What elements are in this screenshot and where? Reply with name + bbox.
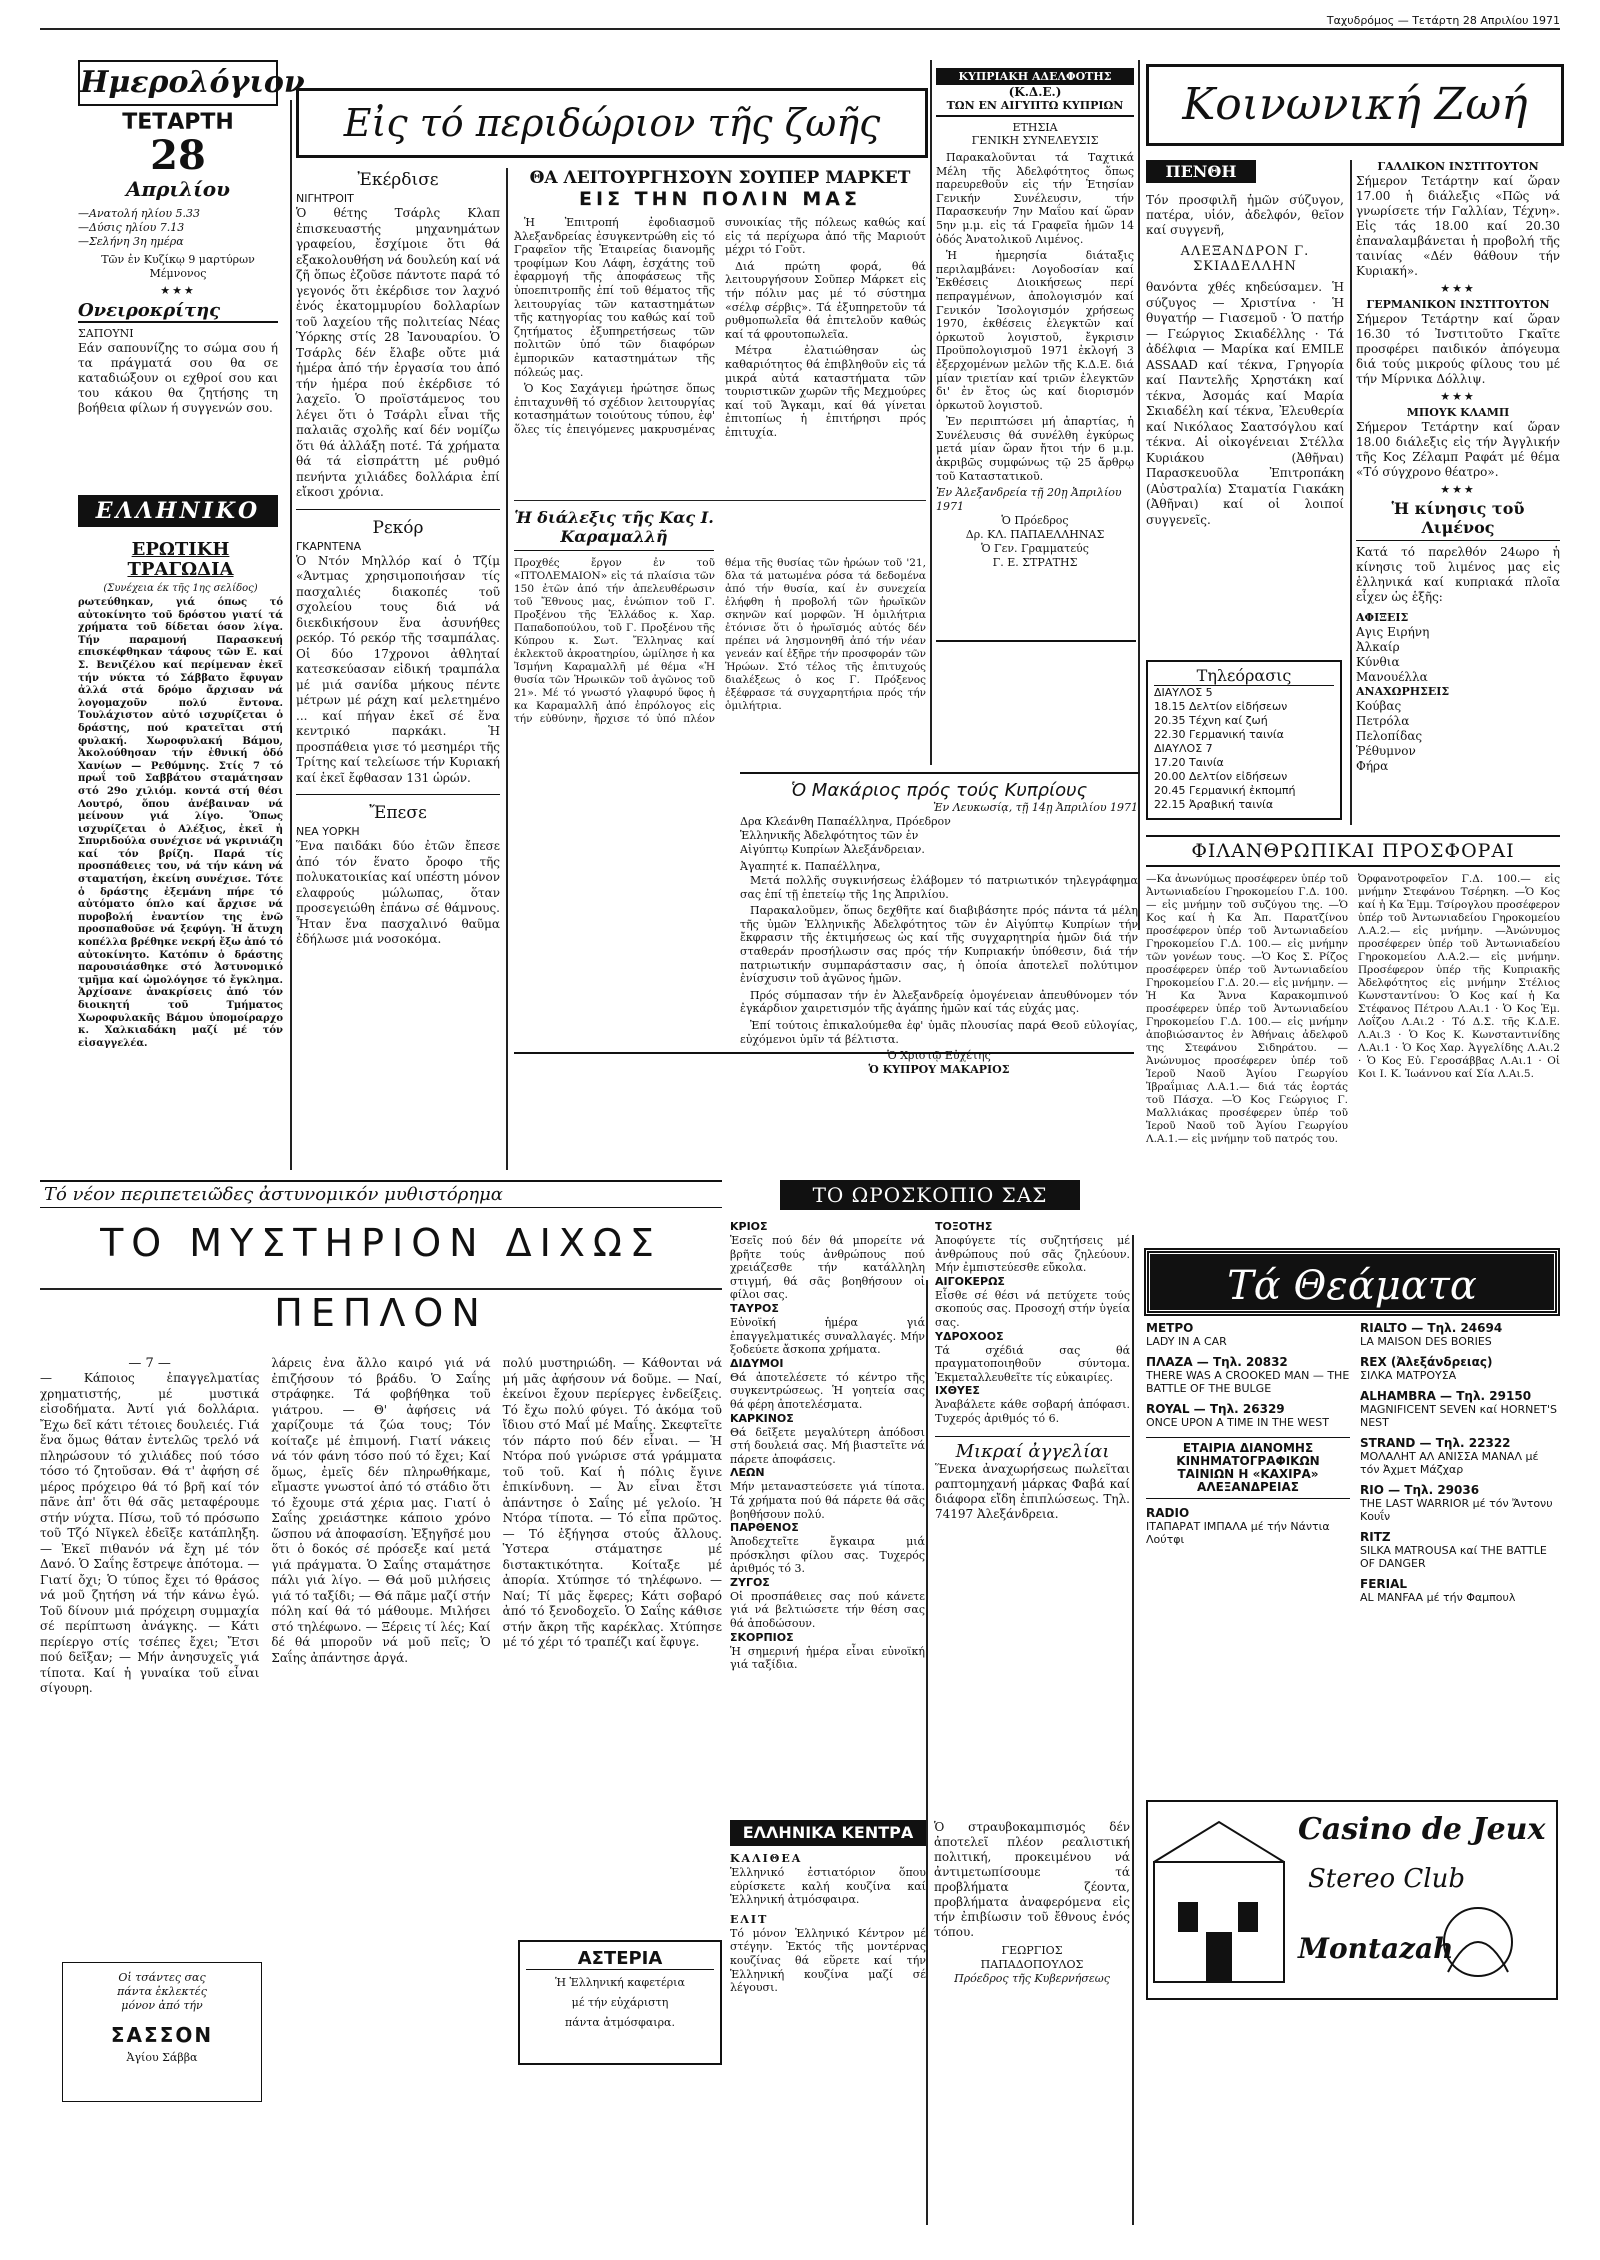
cinema-entry xyxy=(1360,1531,1560,1570)
sign-name: ΤΟΞΟΤΗΣ xyxy=(935,1220,993,1233)
page-header: Ταχυδρόμος — Τετάρτη 28 Απριλίου 1971 xyxy=(1326,14,1560,27)
sasson-line: Οἱ τσάντες σας xyxy=(118,1971,206,1984)
adelfotis-sig2-role: Ὁ Γεν. Γραμματεύς xyxy=(981,542,1089,556)
asteria-line: μέ τήν εὐχάριστη xyxy=(571,1996,669,2009)
column-rule xyxy=(290,100,292,1170)
column-rule xyxy=(1138,60,1140,930)
sign-text: Ἀναβάλετε κάθε σοβαρή ἀπόφασι. Τυχερός ἀριθμός τό 6. xyxy=(935,1398,1130,1425)
theamata-title: Τά Θεάματα xyxy=(1146,1250,1558,1314)
rule xyxy=(40,1288,722,1290)
sasson-name: ΣΑΣΣΟΝ xyxy=(110,2023,214,2047)
a2-text: Ὁ Ντόν Μηλλόρ καί ὁ Τζίμ «Άντμας χρησιμοποιήσαν τίς πασχαλιές διακοπές τοῦ σχολείου τους διά νά διεκδικήσουν ἕνα ἀσυνήθες ρεκόρ. Τό ρεκόρ τῆς τσαμπάλας. Οἱ δύο 17χρονοι ἀθληταί κατεσκεύασαν εἰδική τραμπάλα μέ μιά σανίδα μήκους πέντε μέτρων μέ ράχη καί μελετημένο ... καί πήγαν ἐκεῖ σέ ἕνα κεντρικό παρκάκι. Ἡ προσπάθεια γισε τό μεσημέρι τῆς Τρίτης καί τελείωσε τήν Κυριακή καί ἐκεῖ ἔφθασαν 131 ὡρών. xyxy=(296,553,500,785)
sign-name: ΣΚΟΡΠΙΟΣ xyxy=(730,1630,794,1644)
koinoniki-title: Κοινωνική Ζωή xyxy=(1146,64,1564,146)
rule xyxy=(740,772,1140,774)
cinema-entry xyxy=(1360,1437,1560,1476)
arrival-item: Ἀλκαίρ xyxy=(1356,640,1400,654)
dream-title: Ονειροκρίτης xyxy=(78,300,278,323)
tv-item: 18.15 Δελτίον εἰδήσεων xyxy=(1154,700,1288,713)
a1-title: Ἐκέρδισε xyxy=(357,170,439,190)
distributor-name: ΕΤΑΙΡΙΑ ΔΙΑΝΟΜΗΣ ΚΙΝΗΜΑΤΟΓΡΑΦΙΚΩΝ ΤΑΙΝΙΩΝ Η «ΚΑΧΙΡΑ» ΑΛΕΞΑΝΔΡΕΙΑΣ xyxy=(1176,1441,1320,1494)
cinema-name: RIALTO — Τηλ. 24694 xyxy=(1360,1321,1503,1335)
sign-name: ΤΑΥΡΟΣ xyxy=(730,1301,779,1315)
departure-item: Φήρα xyxy=(1356,759,1389,773)
sign-text: Εἶσθε σέ θέσι νά πετύχετε τούς σκοπούς σας. Προσοχή στήν ὑγεία σας. xyxy=(935,1288,1130,1329)
erotiki-text: ρωτεύθηκαν, γιά όπως τό αὐτοκίνητο τοῦ δρόστου γιατί τά χρήματα τοῦ δίδεται όσον λίγα. Τήν παραμονή Παρασκευή επισκέφθηκαν τάφους τῶν Ε. καί Σ. Βενιζέλου καί περίμεναν ἐκεῖ τήν νύκτα τό Σάββατο ἔφυγαν ἀλλά στά δρόμο ἄρχισαν νά λογομαχοῦν πολύ ἔντονα. Τουλάχιστον αὐτό ισχυρίζεται ὁ δράστης, πού κρατεῖται στή φυλακή. Χωροφυλακή Βάμου, Ἀκολούθησαν τήν ἐθνική ὁδό Χανίων — Ρεθύμνης. Στίς 7 τό πρωΐ τοῦ Σαββάτου σταμάτησαν στό 29ο χιλιόμ. κοντά στή θέσι Λουτρό, ὅπου ἀνέβαιναν νά μείνουν γιά λίγο. Ὅπως ισχυρίζεται ὁ Αλέξιος, ἐκεῖ ἡ Σπυριδούλα συνέχισε νά γκρινιάζη καί τόν βρίζη. Παρά τίς προσπάθειες του, νά τήν κάνη νά σταματήση, ἐκείνη συνέχισε. Τότε ὁ δράστης ἐξεμάνη πήρε τό αὐτόματο όπλο καί ἄρχισε νά πυροβολή ἐναντίον της ἐνῶ προσπαθοῦσε νά ξεφύγη. Ἡ ἄτυχη κοπέλλα βρέθηκε νεκρή ἔξω ἀπό τό αὐτοκίνητο. Κατόπιν ὁ δράστης παρουσιάσθηκε στό Ἀστυνομικό τμῆμα καί ὡμολόγησε τό ἔγκλημα. Ἀρχίσανε ἀνακρίσεις ἀπό τόν διοικητή τοῦ Τμήματος Χωροφυλακῆς Βάμου ὑπομοίραρχο κ. Χαλκιαδάκη μαζί μέ τόν εἰσαγγελέα. xyxy=(78,597,283,1049)
adelfotis-p2: Ἡ ἡμερησία διάταξις περιλαμβάνει: Λογοδοσίαν καί Ἐκθέσεις Διοικήσεως περί πεπραγμένων, ἀπολογισμόν καί Γενικόν Ἰσολογισμόν χρήσεως 1970, ἐκθέσεις ἐλεγκτῶν καί ὁρκωτοῦ λογιστοῦ, ἔγκρισιν Προϋπολογισμοῦ 1971 ἐκλογή 3 ἐξερχομένων μελῶν τῆς Κ.Δ.Ε. διά μίαν τριετίαν καί τριῶν ἐλεγκτῶν δι' ἐν ἔτος ὡς καί διορισμόν ὁρκωτοῦ λογιστοῦ. xyxy=(936,249,1134,412)
saints-day: Τῶν ἐν Κυζίκῳ 9 μαρτύρων Μέμνονος xyxy=(101,253,255,280)
adelfotis-body xyxy=(936,151,1134,483)
departure-item: Ῥέθυμνον xyxy=(1356,744,1416,758)
dialexi-title: Ἡ διάλεξις τῆς Κας Ι. Καραμαλλῆ xyxy=(514,508,714,551)
separator: ★★★ xyxy=(1440,483,1476,496)
cinema-film: LA MAISON DES BORIES xyxy=(1360,1335,1492,1348)
gallic-title: ΓΑΛΛΙΚΟΝ ΙΝΣΤΙΤΟΥΤΟΝ xyxy=(1377,160,1539,173)
adelfotis-header: ΚΥΠΡΙΑΚΗ ΑΔΕΛΦΟΤΗΣ xyxy=(936,68,1134,85)
separator: ★★★ xyxy=(160,284,196,297)
arrivals-title: ΑΦΙΞΕΙΣ xyxy=(1356,611,1409,624)
cinema-film: AL MANFAA μέ τήν Φαμπουλ xyxy=(1360,1591,1516,1604)
tv-title: Τηλεόρασις xyxy=(1154,666,1334,686)
cinema-name: ALHAMBRA — Τηλ. 29150 xyxy=(1360,1389,1532,1403)
cinema-entry xyxy=(1360,1390,1560,1429)
kentra-title: ΕΛΛΗΝΙΚΑ ΚΕΝΤΡΑ xyxy=(730,1820,926,1846)
departures-title: ΑΝΑΧΩΡΗΣΕΙΣ xyxy=(1356,685,1450,698)
arrival-item: Μανουέλλα xyxy=(1356,670,1428,684)
quote-sig: ΠΑΠΑΔΟΠΟΥΛΟΣ xyxy=(980,1958,1084,1971)
cinema-film: THERE WAS A CROOKED MAN — THE BATTLE OF THE BULGE xyxy=(1146,1369,1350,1395)
sunrise: —Ανατολή ηλίου 5.33 xyxy=(78,207,200,220)
serial-number: — 7 — xyxy=(128,1356,171,1371)
cinema-entry xyxy=(1146,1403,1350,1429)
sign-name: ΚΑΡΚΙΝΟΣ xyxy=(730,1411,794,1425)
penthi-text: θανόντα χθές κηδεύσαμεν. Ἡ σύζυγος — Χριστίνα · Ἡ θυγατήρ — Γιασεμοῦ · Ὁ πατήρ — Γεώργιος Σκιαδέλλης · Τά ἀδέλφια — Μαρίκα καί EMILE ASSAAD καί τέκνα, Γρηγορία καί Παντελῆς Χρηστάκη καί τέκνα, Ἀσομάς καί Μαρία Σκιαδέλη καί τέκνα, Ἐλευθερία καί Νικόλαος Σαατσόγλου καί τέκνα. Αἱ οἰκογένειαι Στέλλα Κυριάκου (Ἀθῆναι) Παρασκευοῦλα Ἐπιτροπάκη (Αὐστραλία) Σταματία Γιακάκη (Ἀθῆναι) καί οἱ λοιποί συγγενεῖς. xyxy=(1146,280,1344,527)
periodos-title: Εἰς τό περιδώριον τῆς ζωῆς xyxy=(296,88,928,158)
column-rule xyxy=(506,168,508,1170)
makarios-title: Ὁ Μακάριος πρός τούς Κυπρίους xyxy=(790,780,1088,801)
sign-text: Ἑσεῖς πού δέν θά μπορείτε νά βρῆτε τούς ἀνθρώπους πού χρειάζεσθε τήν κατάλληλη στιγμή, θά σᾶς βοηθήσουν οἱ φίλοι σας. xyxy=(730,1234,925,1302)
sign-text: Οἱ προσπάθειες σας πού κάνετε γιά νά βελτιώσετε τήν θέση σας θά ἀποδώσουν. xyxy=(730,1589,925,1631)
cinema-entry xyxy=(1146,1507,1350,1546)
port-text: Κατά τό παρελθόν 24ωρο ἡ κίνησις τοῦ λιμένος μας εἰς ἑλληνικά καί κυπριακά πλοῖα εἶχεν ὡς ἑξῆς: xyxy=(1356,545,1560,604)
sasson-line: πάντα ἐκλεκτές xyxy=(117,1985,207,1998)
sign-name: ΙΧΘΥΕΣ xyxy=(935,1384,980,1398)
asteria-line: Ἡ Ἑλληνική καφετέρια xyxy=(555,1976,685,1989)
cinema-film: ΣΙΛΚΑ ΜΑΤΡΟΥΣΑ xyxy=(1360,1369,1457,1382)
rule xyxy=(514,500,926,501)
serial-text-1: — Κάποιος ἐπαγγελματίας χρηματιστής, μέ μυστικά εἰσοδήματα. Ἀντί γιά δολλάρια. Ἔχω δεῖ κάτι τέτοιες δουλειές. Γιά ἕνα ὅμως θάταν ἐντελῶς τρελό νά πληρώσουν τό χιλιάδες πού τόσο τόσο τό ζητοῦσαν. Θά τ' ἀφήση σέ μέρος πρόχειρο θά τό βρῆ καί τόν πᾶνε ἀπ' ὅτι θά σᾶς μεταφέρουμε στήν νύχτα. Πίσω, τοῦ τό πρόσωπο τοῦ Τζό Νῖγκελ ἐδεῖξε κατάπληξη. — Ἐκεῖ πιθανόν νά ἔχη μέ τόν Δανό. Ὁ Σαΐης ἔστρεψε ἀπότομα. — Γιατί ὄχι; Ὁ τύπος ἔχει τό θράσος νά μοῦ ζητήση νά τήν κάνω ἐγώ. Τοῦ δίνουν μιά πρόχειρη συμμαχία σέ περίπτωση ἀνάγκης. — Κάτι περίεργο στίς τσέπες ἔχει; Ἔτσι πού δεῖξαν; — Μήν ἀνησυχεῖς γιά τίποτα. Καί ἡ γυναίκα τοῦ εἶναι σίγουρη. xyxy=(40,1371,260,1695)
supermarket-p3: Διά πρώτη φορά, θά λειτουργήσουν Σοῦπερ Μάρκετ εἰς τήν πόλιν μας μέ τό σύστημα «σέλφ σέρβις». Τά ἐξυπηρετοῦν τά ρυθμοπωλεῖα θά ἐπιτελοῦν καθώς καί τά φρουτοπωλεῖα. xyxy=(725,259,926,341)
cinema-entry xyxy=(1360,1322,1560,1348)
supermarket-title-2: ΕΙΣ ΤΗΝ ΠΟΛΙΝ ΜΑΣ xyxy=(579,188,861,210)
column-rule xyxy=(1350,160,1352,825)
makarios-p1: Μετά πολλῆς συγκινήσεως ἐλάβομεν τό πατριωτικόν τηλεγράφημα σας ἐπί τῇ ἐπετείῳ τῆς 1ης Ἀπριλίου. xyxy=(740,874,1138,901)
kentra-section xyxy=(730,1820,926,2220)
sign-text: Ἀποφύγετε τίς συζητήσεις μέ ἀνθρώπους πού σᾶς ζηλεύουν. Μήν ἐμπιστεύεσθε εὔκολα. xyxy=(935,1234,1130,1275)
sunset: —Δύσις ηλίου 7.13 xyxy=(78,221,185,234)
divider xyxy=(296,509,500,510)
adelfotis-date: Ἐν Ἀλεξανδρεία τῇ 20ῃ Ἀπριλίου 1971 xyxy=(936,486,1122,514)
sign-name: ΛΕΩΝ xyxy=(730,1466,765,1480)
makarios-addr: Δρα Κλεάνθη Παπαέλληνα, Πρόεδρον Ἑλληνικῆς Ἀδελφότητος τῶν ἐν Αἰγύπτῳ Κυπρίων Ἀλεξάνδρειαν. xyxy=(740,815,951,856)
sign-text: Θά ἀποτελέσετε τό κέντρο τῆς συγκεντρώσεως. Ἡ γοητεία σας θά φέρη ἀποτελέσματα. xyxy=(730,1370,925,1411)
erotiki-title: ΕΡΩΤΙΚΗ ΤΡΑΓΩΔΙΑ xyxy=(127,539,234,580)
prosfores-right: Ὀρφανοτροφεῖον Γ.Δ. 100.— εἰς μνήμην Στεφάνου Τσέρηκη. —Ὁ Κος καί ἡ Κα Ἐμμ. Τσίρογλου προσέφερον ὑπέρ τοῦ Ἀντωνιαδείου Γηροκομείου Λ.Α.2.— εἰς μνήμην. —Ἀνώνυμος προσέφερεν ὑπέρ τοῦ Ἀντωνιαδείου Γηροκομείου Λ.Α.2.— εἰς μνήμην. Προσέφερον ὑπέρ τῆς Κυπριακῆς Ἀδελφότητος εἰς μνήμην Στέλιος Κωνσταντίνου: Ὁ Κος καί ἡ Κα Στέφανος Πέτρου Λ.Αι.1 · Ὁ Κος Ἐμ. Λοΐζου Λ.Αι.2 · Τό Δ.Σ. τῆς Κ.Δ.Ε. Λ.Αι.3 · Ὁ Κος Κ. Κωνσταντινίδης Λ.Αι.1 · Ὁ Κος Χαρ. Ἀγγελίδης Λ.Αι.2 · Ὁ Κος Εὐ. Γεροσάββας Λ.Αι.1 · Οἱ Κοι Ι. Κ. Ἰωάννου καί Σία Λ.Αι.5. xyxy=(1358,873,1560,1080)
column-rule xyxy=(930,60,932,765)
dialexi-text: Προχθές ἔργον ἐν τοῦ «ΠΤΟΛΕΜΑΙΟΝ» εἰς τά πλαίσια τῶν 150 ἐτῶν ἀπό τήν ἀπελευθέρωσιν τοῦ Ἔθνους μας, ἐνώπιον τοῦ Γ. Προξένου τῆς Ἑλλάδος κ. Χαρ. Παπαδοπούλου, τοῦ Γ. Προξένου τῆς Κύπρου κ. Σωτ. Ἔλληνας καί ἑκλεκτοῦ ἀκροατηρίου, ὡμίλησε ἡ κα Ἰσμήνη Καραμαλλῆ μέ θέμα «Ἡ θυσία τῶν Ἡρωικῶν τοῦ ἀγῶνος τοῦ 21». Μέ τό γνωστό γλαφυρό ὕφος ἡ κα Καραμαλλῆ ἀπό ἐπρόλογος εἰς τήν εὐθύνην, ἤρχισε τό ὑπό πλέον θέμα τῆς θυσίας τῶν ἡρώων τοῦ '21, δλα τά ματωμένα ρόσα τά δεδομένα ἀπό τήν θυσία, καί ἐν συνεχεία ἐλήφθη ἡ προβολή τῶν ἡρωϊκῶν σκηνῶν καί μορφῶν. Ἡ ὁμιλήτρια ἐτόνισε ὅτι ὁ ἡρωϊσμός αὐτός δέν πρέπει νά λησμονηθῆ ἀπό τήν νέαν γενεάν καί ἐξῆρε τήν προσφοράν τῶν Ἡρώων. Στό τέλος τῆς ἐπιτυχούς διαλέξεως ὁ κος Γ. Πρόξενος ἐξέφρασε τά συγχαρητήρια πρός τήν ὁμιλήτρια. xyxy=(514,557,926,725)
german-title: ΓΕΡΜΑΝΙΚΟΝ ΙΝΣΤΙΤΟΥΤΟΝ xyxy=(1366,298,1550,311)
bookclub-title: ΜΠΟΥΚ ΚΛΑΜΠ xyxy=(1406,406,1510,419)
mikres-text: Ἕνεκα ἀναχωρήσεως πωλεῖται ραπτομηχανή μάρκας Φαβά καί διάφορα εἴδη ἐπιπλώσεως. Τηλ. 74197 Ἀλεξάνδρεια. xyxy=(935,1461,1130,1521)
prosfores-columns xyxy=(1146,873,1560,1146)
adelfotis-sub: ΤΩΝ ΕΝ ΑΙΓΥΠΤΩ ΚΥΠΡΙΩΝ xyxy=(936,99,1134,117)
supermarket-article xyxy=(514,168,926,498)
makarios-sig1: Ὁ Χριστῷ Εὐχέτης xyxy=(887,1049,991,1063)
a1-text: Ὁ θέτης Τσάρλς Κλαπ ἐπισκευαστής μηχανημάτων γραφείου, ἔσχίμοιε ὅτι θά εξακολουθήση νά δουλεύη καί νά ζῆ ὅπως ἐζοῦσε πάντοτε παρά τό γεγονός ὅτι ἐκέρδισε τον λαχνό ἑνός ἑκατομμυρίου δολλαρίων τοῦ λαχείου τῆς πολιτείας Νέας Ὑόρκης στίς 28 Ἰανουαρίου. Ὁ Τσάρλς δέν ἔλαβε οὔτε μιά ἡμέρα ἀπό τήν ἐργασία του ἀπό τήν ἡμέρα πού ἐκέρδισε τό λαχεῖο. Ὁ προϊστάμενος του λέγει ὅτι ὁ Τσάρλι εἶναι τῆς παλαιᾶς σχολῆς καί δέν νομίζω ὅτι θά ἀλλάξη ποτέ. Τά χρήματα θά τά εἰσπράττη μέ ρυθμό πενήντα χιλιάδες δολλάρια ἐπί εἴκοσι χρόνια. xyxy=(296,206,500,499)
cinema-name: RITZ xyxy=(1360,1530,1391,1544)
rule xyxy=(936,640,1136,642)
cinema-entry xyxy=(1146,1322,1350,1348)
quote-sig: Πρόεδρος τῆς Κυβερνήσεως xyxy=(954,1972,1110,1985)
tv-item: 20.00 Δελτίον εἰδήσεων xyxy=(1154,770,1288,783)
horoscope-section xyxy=(730,1180,1130,1800)
sign-text: Εὐνοϊκή ἡμέρα γιά ἐπαγγελματικές συναλλαγές. Μήν ξοδεύετε ἄσκοπα χρήματα. xyxy=(730,1315,925,1357)
sign-name: ΖΥΓΟΣ xyxy=(730,1575,770,1589)
separator: ★★★ xyxy=(1440,282,1476,295)
cinema-name: STRAND — Τηλ. 22322 xyxy=(1360,1436,1511,1450)
adelfotis-notice xyxy=(936,68,1134,628)
cinema-film: ΙΤΑΠΑΡΑΤ ΙΜΠΑΛΑ μέ τήν Νάντια Λούτφι xyxy=(1146,1520,1330,1546)
adelfotis-p3: Ἐν περιπτώσει μή ἀπαρτίας, ἡ Συνέλευσις θά συνέλθη ἐγκύρως μετά μίαν ὥραν ἤτοι τήν 6 μ.μ. ἀκριβῶς συμφώνως τῷ 25 ἄρθρῳ τοῦ Καταστατικοῦ. xyxy=(936,415,1134,483)
serial-text-3: πολύ μυστηριώδη. — Κάθονται νά μή μᾶς ἀφήσουν νά δοῦμε. — Ναί, ἐκείνοι ἔχουν περίεργες ἐνδείξεις. Τό ἔχω πολύ φύγει. Τό ἀκόμα τοῦ ἴδιου στό Μαΐ μέ Μαΐης. Σκεφτεῖτε τόν πάρτο πού δέν εἶναι. — Ἡ Ντόρα πού γνώρισε στά γράμματα τοῦ τοῦ. Καί ἡ πόλις ἔγινε ἐπικίνδυνη. — Ἀν εἶναι ἔτσι ἀπάντησε ὁ Σαΐης μέ γελοίο. Ἡ Ντόρα τίποτα. — Τό εἶπα πρῶτος. — Τό ἐξήγησα στούς ἄλλους. Ὑστερα στάματησε μέ διστακτικότητα. Κοίταξε μέ ἀπορία. Χτύπησε τό τηλέφωνο. — Ναί; Τί μᾶς ἔφερες; Κάτι σοβαρό ἀπό τό ξενοδοχεῖο. Ὁ Σαΐης κάθισε στήν ἄκρη τῆς καρέκλας. Χτύπησε μέ τό χέρι τό τραπέζι καί ἔφυγε. xyxy=(502,1356,722,1649)
makarios-p2: Παρακαλοῦμεν, ὅπως δεχθῆτε καί διαβιβάσητε πρός πάντα τά μέλη τῆς ὑμῶν Ἑλληνικῆς Ἀδελφότητος τῶν ἐν Αἰγύπτῳ Κυπρίων τήν ἔκφρασιν τῆς ἐκτιμήσεως ὡς καί τῆς συγχαρητηρία ἡμῶν διά τήν σταθεράν προσήλωσιν σας πρός τήν Κυπριακήν ὑπόθεσιν, διά τήν πατριωτικήν συμπαράστασιν σας, ἡ ὁποία ἀποτελεῖ πολύτιμον ἐνίσχυσιν τοῦ ἀγῶνος ἡμῶν. xyxy=(740,904,1138,986)
quote-text: Ὁ στραυβοκαμπισμός δέν ἀποτελεῖ πλέον ρεαλιστική πολιτική, προκειμένου νά ἀντιμετωπίσουμε τά προβλήματα ζέοντα, προβλήματα ἀναφερόμενα εἰς τήν ἐπιβίωσιν τοῦ ἔθνους ἐνός τόπου. xyxy=(934,1820,1130,1939)
makarios-letter xyxy=(740,780,1138,1077)
sign-text: Ἀποδεχτεῖτε ἔγκαιρα μιά πρόσκλησι φίλου σας. Τυχερός ἀριθμός τό 3. xyxy=(730,1535,925,1576)
a2-place: ΓΚΑΡΝΤΕΝΑ xyxy=(296,539,362,553)
serial-col-1 xyxy=(40,1356,259,1697)
tv-item: 20.35 Τέχνη καί ζωή xyxy=(1154,714,1268,727)
cinema-film: SILKA MATROUSA καί THE BATTLE OF DANGER xyxy=(1360,1544,1547,1570)
sign-name: ΠΑΡΘΕΝΟΣ xyxy=(730,1521,799,1535)
casino-line3: Montazah xyxy=(1298,1932,1454,1965)
supermarket-p2: Ὁ Κος Σαχάγιεμ ἠρώτησε ὅπως ἐπιταχυνθῆ τό σχέδιον λειτουργίας κοτασημάτων τοιούτους τύπου, ἐφ' ὅλες τίς ἐπειγόμενες μακρυσμένας συνοικίας τῆς πόλεως καθώς καί εἰς τά περίχωρα ἀπό τῆς Μαριούτ μέχρι τό Γοῦτ. xyxy=(514,216,926,436)
cinema-right xyxy=(1360,1322,1560,1782)
penthi-header: ΠΕΝΘΗ xyxy=(1146,160,1256,183)
a3-text: Ἕνα παιδάκι δύο ἐτῶν ἔπεσε ἀπό τόν ἕνατο ὄροφο τῆς πολυκατοικίας καί υπέστη μόνον ελαφρούς μώλωπας, ὅταν προσεγειώθη ἐπάνω σέ θάμνους. Ἦταν ἕνα πασχαλινό θαῦμα ἐδήλωσε μιά νοσοκόμα. xyxy=(296,839,500,946)
ellinika-banner: ΕΛΛΗΝΙΚΟ xyxy=(78,495,278,527)
separator: ★★★ xyxy=(1440,390,1476,403)
a3-title: Ἔπεσε xyxy=(369,803,427,823)
cinema-entry xyxy=(1360,1578,1560,1604)
casino-ad xyxy=(1146,1800,1558,2000)
adelfotis-gs: ΓΕΝΙΚΗ ΣΥΝΕΛΕΥΣΙΣ xyxy=(971,134,1099,147)
penthi-intro: Τόν προσφιλῆ ἡμῶν σύζυγον, πατέρα, υἱόν, ἀδελφόν, θεῖον καί συγγενῆ, xyxy=(1146,193,1344,237)
tv-item: 22.30 Γερμανική ταινία xyxy=(1154,728,1284,741)
column-rule xyxy=(1132,1235,1134,2225)
makarios-p3: Πρός σύμπασαν τήν ἐν Ἀλεξανδρείᾳ ὁμογένειαν ἀπευθύνομεν τόν ἐγκάρδιον χαιρετισμόν τῆς ἀγάπης ἡμῶν καί τάς εὐχάς μας. xyxy=(740,988,1138,1016)
almanac xyxy=(78,60,305,460)
arrival-item: Κύνθια xyxy=(1356,655,1400,669)
bookclub-text: Σήμερον Τετάρτην καί ὥραν 18.00 διάλεξις εἰς τήν Ἀγγλικήν τῆς Κος Ζέλαμπ Ραφάτ μέ θέμα «Τό σύγχρονο θέατρο». xyxy=(1356,420,1560,479)
tv-ch7: ΔΙΑΥΛΟΣ 7 xyxy=(1154,742,1213,755)
asteria-line: πάντα ἀτμόσφαιρα. xyxy=(565,2016,675,2029)
cinema-name: ROYAL — Τηλ. 26329 xyxy=(1146,1402,1285,1416)
cinema-left xyxy=(1146,1322,1350,1782)
divider xyxy=(935,1436,1130,1437)
supermarket-title-1: ΘΑ ΛΕΙΤΟΥΡΓΗΣΟΥΝ ΣΟΥΠΕΡ ΜΑΡΚΕΤ xyxy=(529,168,911,188)
tv-ch5: ΔΙΑΥΛΟΣ 5 xyxy=(1154,686,1213,699)
cinema-name: RIO — Τηλ. 29036 xyxy=(1360,1483,1480,1497)
cinema-entry xyxy=(1146,1437,1350,1499)
cinema-name: ΠΛΑΖΑ — Τηλ. 20832 xyxy=(1146,1355,1288,1369)
moon-phase: —Σελήνη 3η ημέρα xyxy=(78,235,184,248)
sign-text: Τά σχέδιά σας θά πραγματοποιηθοῦν σύντομα. Ἐκμεταλλευθεῖτε τίς εὐκαιρίες. xyxy=(935,1343,1130,1384)
sign-name: ΥΔΡΟΧΟΟΣ xyxy=(935,1329,1004,1343)
sign-text: Ἡ σημερινή ἡμέρα εἶναι εὐνοϊκή γιά ταξίδια. xyxy=(730,1644,925,1672)
a3-place: ΝΕΑ ΥΟΡΚΗ xyxy=(296,825,360,838)
cinema-film: LADY IN A CAR xyxy=(1146,1335,1227,1348)
port-title: Ἡ κίνησις τοῦ Λιμένος xyxy=(1356,499,1560,541)
serial-text-2: λάρεις ἐνα ἄλλο καιρό γιά νά ἐπιζήσουν τό βράδυ. Ὁ Σαΐης στράφηκε. Τά φοβήθηκα τοῦ γιάτρου. — Θ' ἀφήσεις νά χαρίζουμε τά ζώα τους; Τόν κοίταζε μέ ἐπιμονή. Γιατί νάκεις νά τόν φάνη τόσο πού τό ἔχει; Καί ὅμως, ἐμεῖς δέν πληρωθήκαμε, εἴμαστε γνωστοί ἀπό τό στάδιο ὅτι τό ἔχουμε στά χέρια μας. Γιατί ὁ Σαΐης χρειάστηκε κάποιο χρόνο ὥσπου νά ἀποφασίση. Ἐξηγῆσέ μου ὅτι ὁ δοκός σέ πρόσεξε καί μετά γιά πράγματα. Ὁ Σαΐης σταμάτησε πάλι γιά λίγο. — Θά μοῦ μιλήσεις γιά τό ταξίδι; — Θά πᾶμε μαζί στήν πόλη καί θά τό μάθουμε. Μιλήσει στό τηλέφωνο. — Ξέρεις τί λές; Καί δέ θά μποροῦν νά μοῦ πεῖς; Ὁ Σαΐης ἀπάντησε ἀργά. xyxy=(271,1356,491,1665)
cinema-film: MAGNIFICENT SEVEN καί HORNET'S NEST xyxy=(1360,1403,1558,1429)
kentra-2-text: Τό μόνον Ἑλληνικό Κέντρον μέ στέγην. Ἐκτός τῆς μοντέρνας κουζίνας θά εὕρετε καί τήν Ἑλληνική κουζίνα μαζί σέ λέγουσι. xyxy=(730,1926,926,1995)
makarios-dateline: Ἐν Λευκωσίᾳ, τῇ 14ῃ Ἀπριλίου 1971 xyxy=(933,801,1138,814)
divider xyxy=(296,794,500,795)
almanac-day: 28 xyxy=(150,132,206,179)
kentra-2-name: ΕΛΙΤ xyxy=(730,1912,769,1926)
casino-line2: Stereo Club xyxy=(1308,1864,1465,1894)
serial-title: ΤΟ ΜΥΣΤΗΡΙΟΝ ΔΙΧΩΣ ΠΕΠΛΟΝ xyxy=(100,1221,662,1335)
prosfores-left: —Κα ἀνωνύμως προσέφερεν ὑπέρ τοῦ Ἀντωνιαδείου Γηροκομείου Γ.Δ. 100.— εἰς μνήμην τοῦ συζύγου της. —Ὁ Κος καί ἡ Κα Ἀπ. Παρατζίνου προσέφερον ὑπέρ τοῦ Ἀντωνιαδείου Γηροκομείου Γ.Δ. 100.— εἰς μνήμην τῶν γονέων τους. —Ὁ Κος Σ. Ρίζος προσέφερεν ὑπέρ τοῦ Ἀντωνιαδείου Γηροκομείου Γ.Δ. 20.— εἰς μνήμην. —Ἡ Κα Ἄννα Καρακομπινού προσέφερεν ὑπέρ τοῦ Ἀντωνιαδείου Γηροκομείου Γ.Δ. 100.— εἰς μνήμην ἀποβιώσαντος ἐν Ἀθήναις ἀδελφοῦ της Στεφάνου Σιδηράτου. —Ἀνώνυμος προσέφερεν ὑπέρ τοῦ Ἱεροῦ Ναοῦ Ἁγίου Γεωργίου Ἰβραΐμιας Λ.Α.1.— διά τάς ἑορτάς τοῦ Πάσχα. —Ὁ Κος Γεώργιος Γ. Μαλλιάκας προσέφερεν ὑπέρ τοῦ Ἱεροῦ Ναοῦ τοῦ Ἁγίου Γεωργίου Λ.Α.1.— εἰς μνήμην τοῦ πατρός του. xyxy=(1146,873,1348,1145)
almanac-weekday: ΤΕΤΑΡΤΗ xyxy=(122,110,234,135)
almanac-title: Ημερολόγιον xyxy=(78,60,278,106)
erotiki-article xyxy=(78,540,283,1160)
gallic-text: Σήμερον Τετάρτην καί ὥραν 17.00 ἡ διάλεξις «Πῶς νά γνωρίσετε τήν Γαλλίαν, Τέχνη». Εἰς τάς 18.00 καί 20.30 ἐπαναλαμβάνεται ἡ προβολή τῆς ταινίας «Δέν θάθουν τήν Κυριακή». xyxy=(1356,174,1560,278)
departure-item: Κούβας xyxy=(1356,699,1402,713)
arrivals-list xyxy=(1356,625,1560,685)
mikres-title: Μικραί ἀγγελίαι xyxy=(955,1440,1110,1462)
a1-place: ΝΙΓΗΤΡΟΙΤ xyxy=(296,192,354,205)
deceased-name: ΑΛΕΞΑΝΔΡΟΝ Γ. ΣΚΙΑΔΕΛΛΗΝ xyxy=(1180,244,1310,274)
prosfores-title-text: ΦΙΛΑΝΘΡΩΠΙΚΑΙ ΠΡΟΣΦΟΡΑΙ xyxy=(1191,840,1515,862)
sign-name: ΚΡΙΟΣ xyxy=(730,1220,768,1233)
makarios-body xyxy=(740,874,1138,1046)
horoscope-col-2 xyxy=(935,1220,1130,1672)
almanac-month: Απριλίου xyxy=(125,177,231,201)
cinema-entry xyxy=(1146,1356,1350,1395)
horoscope-title: ΤΟ ΩΡΟΣΚΟΠΙΟ ΣΑΣ xyxy=(780,1180,1080,1210)
tv-item: 17.20 Ταινία xyxy=(1154,756,1224,769)
adelfotis-abbr: (Κ.Δ.Ε.) xyxy=(1008,85,1062,99)
adelfotis-sig1-role: Ὁ Πρόεδρος xyxy=(1001,514,1069,528)
sign-name: ΑΙΓΟΚΕΡΩΣ xyxy=(935,1274,1005,1288)
adelfotis-p1: Παρακαλοῦνται τά Ταχτικά Μέλη τῆς Ἀδελφότητος ὅπως παρευρεθοῦν εἰς τήν Ἐτησίαν Γενικήν Συνέλευσιν, τήν Παρασκευήν 7ην Μαΐου καί ὥραν 5ην μ.μ. εἰς τά Γραφεῖα ἡμῶν 14 ὁδός Ἀνατολικοῦ Λιμένος. xyxy=(936,151,1134,246)
quote-box xyxy=(934,1820,1130,2200)
erotiki-sub: (Συνέχεια έκ τῆς 1ης σελίδος) xyxy=(103,583,258,594)
kentra-1-name: ΚΑΛΙΘΕΑ xyxy=(730,1852,803,1865)
cinema-film: ONCE UPON A TIME IN THE WEST xyxy=(1146,1416,1329,1429)
cinema-film: THE LAST WARRIOR μέ τόν Ἄντονυ Κουΐν xyxy=(1360,1497,1553,1523)
supermarket-p4: Μέτρα ἐλατιώθησαν ὡς καθαριότητος θά ἐπιβληθοῦν εἰς τά μικρά αὐτά καταστήματα τῶν τουριστικῶν χωρῶν τῆς Μεχμούρες καί τοῦ Ἄγκαμι, καί θά γίνεται ἐπιτοπίως ἡ ἐπιτήρησι πρός ἐπιτυχία. xyxy=(725,344,926,439)
tv-item: 22.15 Ἀραβική ταινία xyxy=(1154,798,1274,811)
german-text: Σήμερον Τετάρτην καί ὥραν 16.30 τό Ἰνστιτοῦτο Γκαῖτε προσφέρει παιδικόν ἀπόγευμα διά τούς μικρούς φίλους του μέ τήν Μίρνικα Δόλλιψ. xyxy=(1356,312,1560,386)
makarios-greet: Ἀγαπητέ κ. Παπαέλληνα, xyxy=(740,860,881,873)
departure-item: Πετρόλα xyxy=(1356,714,1410,728)
cinema-name: FERIAL xyxy=(1360,1577,1408,1591)
sign-text: Μήν μεταναστεύσετε γιά τίποτα. Τά χρήματα πού θά πάρετε θά σᾶς βοηθήσουν πολύ. xyxy=(730,1480,925,1521)
quote-sig: ΓΕΩΡΓΙΟΣ xyxy=(1001,1944,1063,1957)
tv-box xyxy=(1146,660,1342,820)
prosfores-section xyxy=(1146,835,1560,1230)
prosfores-title xyxy=(1146,835,1560,867)
arrival-item: Αγις Ειρήνη xyxy=(1356,625,1430,639)
periodos-column xyxy=(296,170,500,1170)
cinema-name: RADIO xyxy=(1146,1506,1190,1520)
makarios-sig2: Ὁ ΚΥΠΡΟΥ ΜΑΚΑΡΙΟΣ xyxy=(868,1063,1010,1077)
kentra-1-text: Ἑλληνικό ἐστιατόριον ὅπου εὑρίσκετε καλή κουζίνα καί Ἑλληνική ἀτμόσφαιρα. xyxy=(730,1866,926,1907)
sasson-line: μόνον ἀπό τήν xyxy=(121,1999,203,2012)
horoscope-col-1 xyxy=(730,1220,925,1672)
sign-name: ΔΙΔΥΜΟΙ xyxy=(730,1356,784,1370)
a2-title: Ρεκόρ xyxy=(372,517,424,538)
dream-text: Εάν σαπουνίζης το σώμα σου ή τα πράγματά σου θα σε καταδιώξουν οι εχθροί σου και του κάκου θα ζητήσης τη βοήθεια φίλων ή συγγενών σου. xyxy=(78,341,278,415)
cinema-film: ΜΟΛΑΛΗΤ ΑΛ ΑΝΙΣΣΑ ΜΑΝΑΛ μέ τόν Ἀχμετ Μάζχαρ xyxy=(1360,1450,1539,1476)
supermarket-body xyxy=(514,216,926,506)
cinema-entry xyxy=(1360,1356,1560,1382)
adelfotis-sig1-name: Δρ. ΚΛ. ΠΑΠΑΕΛΛΗΝΑΣ xyxy=(965,528,1105,542)
sasson-ad xyxy=(62,1962,262,2102)
sign-text: Θά δεῖξετε μεγαλύτερη ἀπόδοσι στή δουλειά σας. Μή βιαστεῖτε νά πάρετε ἀποφάσεις. xyxy=(730,1425,925,1466)
departures-list xyxy=(1356,699,1560,774)
serial-kicker: Τό νέον περιπετειῶδες ἀστυνομικόν μυθιστόρημα xyxy=(40,1180,722,1208)
casino-line1: Casino de Jeux xyxy=(1298,1812,1546,1847)
departure-item: Πελοπίδας xyxy=(1356,729,1423,743)
adelfotis-sig2-name: Γ. Ε. ΣΤΡΑΤΗΣ xyxy=(992,556,1078,570)
cinema-name: ΜΕΤΡΟ xyxy=(1146,1321,1194,1335)
asteria-title: ΑΣΤΕΡΙΑ xyxy=(526,1948,714,1970)
horoscope-columns xyxy=(730,1220,1130,1672)
makarios-p4: Ἐπί τούτοις ἐπικαλούμεθα ἐφ' ὑμᾶς πλουσίας παρά Θεοῦ εὐλογίας, εὐχόμενοι ὑμῖν τά βέλτιστα. xyxy=(740,1018,1138,1046)
adelfotis-etisia: ΕΤΗΣΙΑ xyxy=(1012,121,1058,134)
dream-word: ΣΑΠΟΥΝΙ xyxy=(78,327,134,340)
sasson-addr: Ἀγίου Σάββα xyxy=(126,2051,198,2064)
serial-columns xyxy=(40,1356,722,1697)
asteria-ad xyxy=(518,1940,722,2065)
supermarket-p1: Ἡ Ἐπιτροπή ἐφοδιασμοῦ Ἀλεξανδρείας ἐσυγκεντρώθη εἰς τό Γραφεῖον τῆς Ἑταιρείας διανομῆς τροφίμων Κου Λάφη, ἐσχάτης τοῦ ἐφαρμογή τῆς ἀποφάσεως τῆς ὑποεπιτροπῆς ἐπί τοῦ θέματος τῆς λειτουργίας τῶν καταστημάτων τῆς κατηγορίας του καθώς καί τοῦ ζητήματος ἐξυπηρετήσεως τῶν πολιτῶν ὑπό τῶν διαφόρων ἐμπορικῶν καταστημάτων τῆς πόλεώς μας. xyxy=(514,216,715,379)
cinema-name: REX (Ἀλεξάνδρειας) xyxy=(1360,1355,1493,1369)
events-column xyxy=(1356,160,1560,820)
tv-item: 20.45 Γερμανική ἐκπομπή xyxy=(1154,784,1296,797)
cinema-entry xyxy=(1360,1484,1560,1523)
